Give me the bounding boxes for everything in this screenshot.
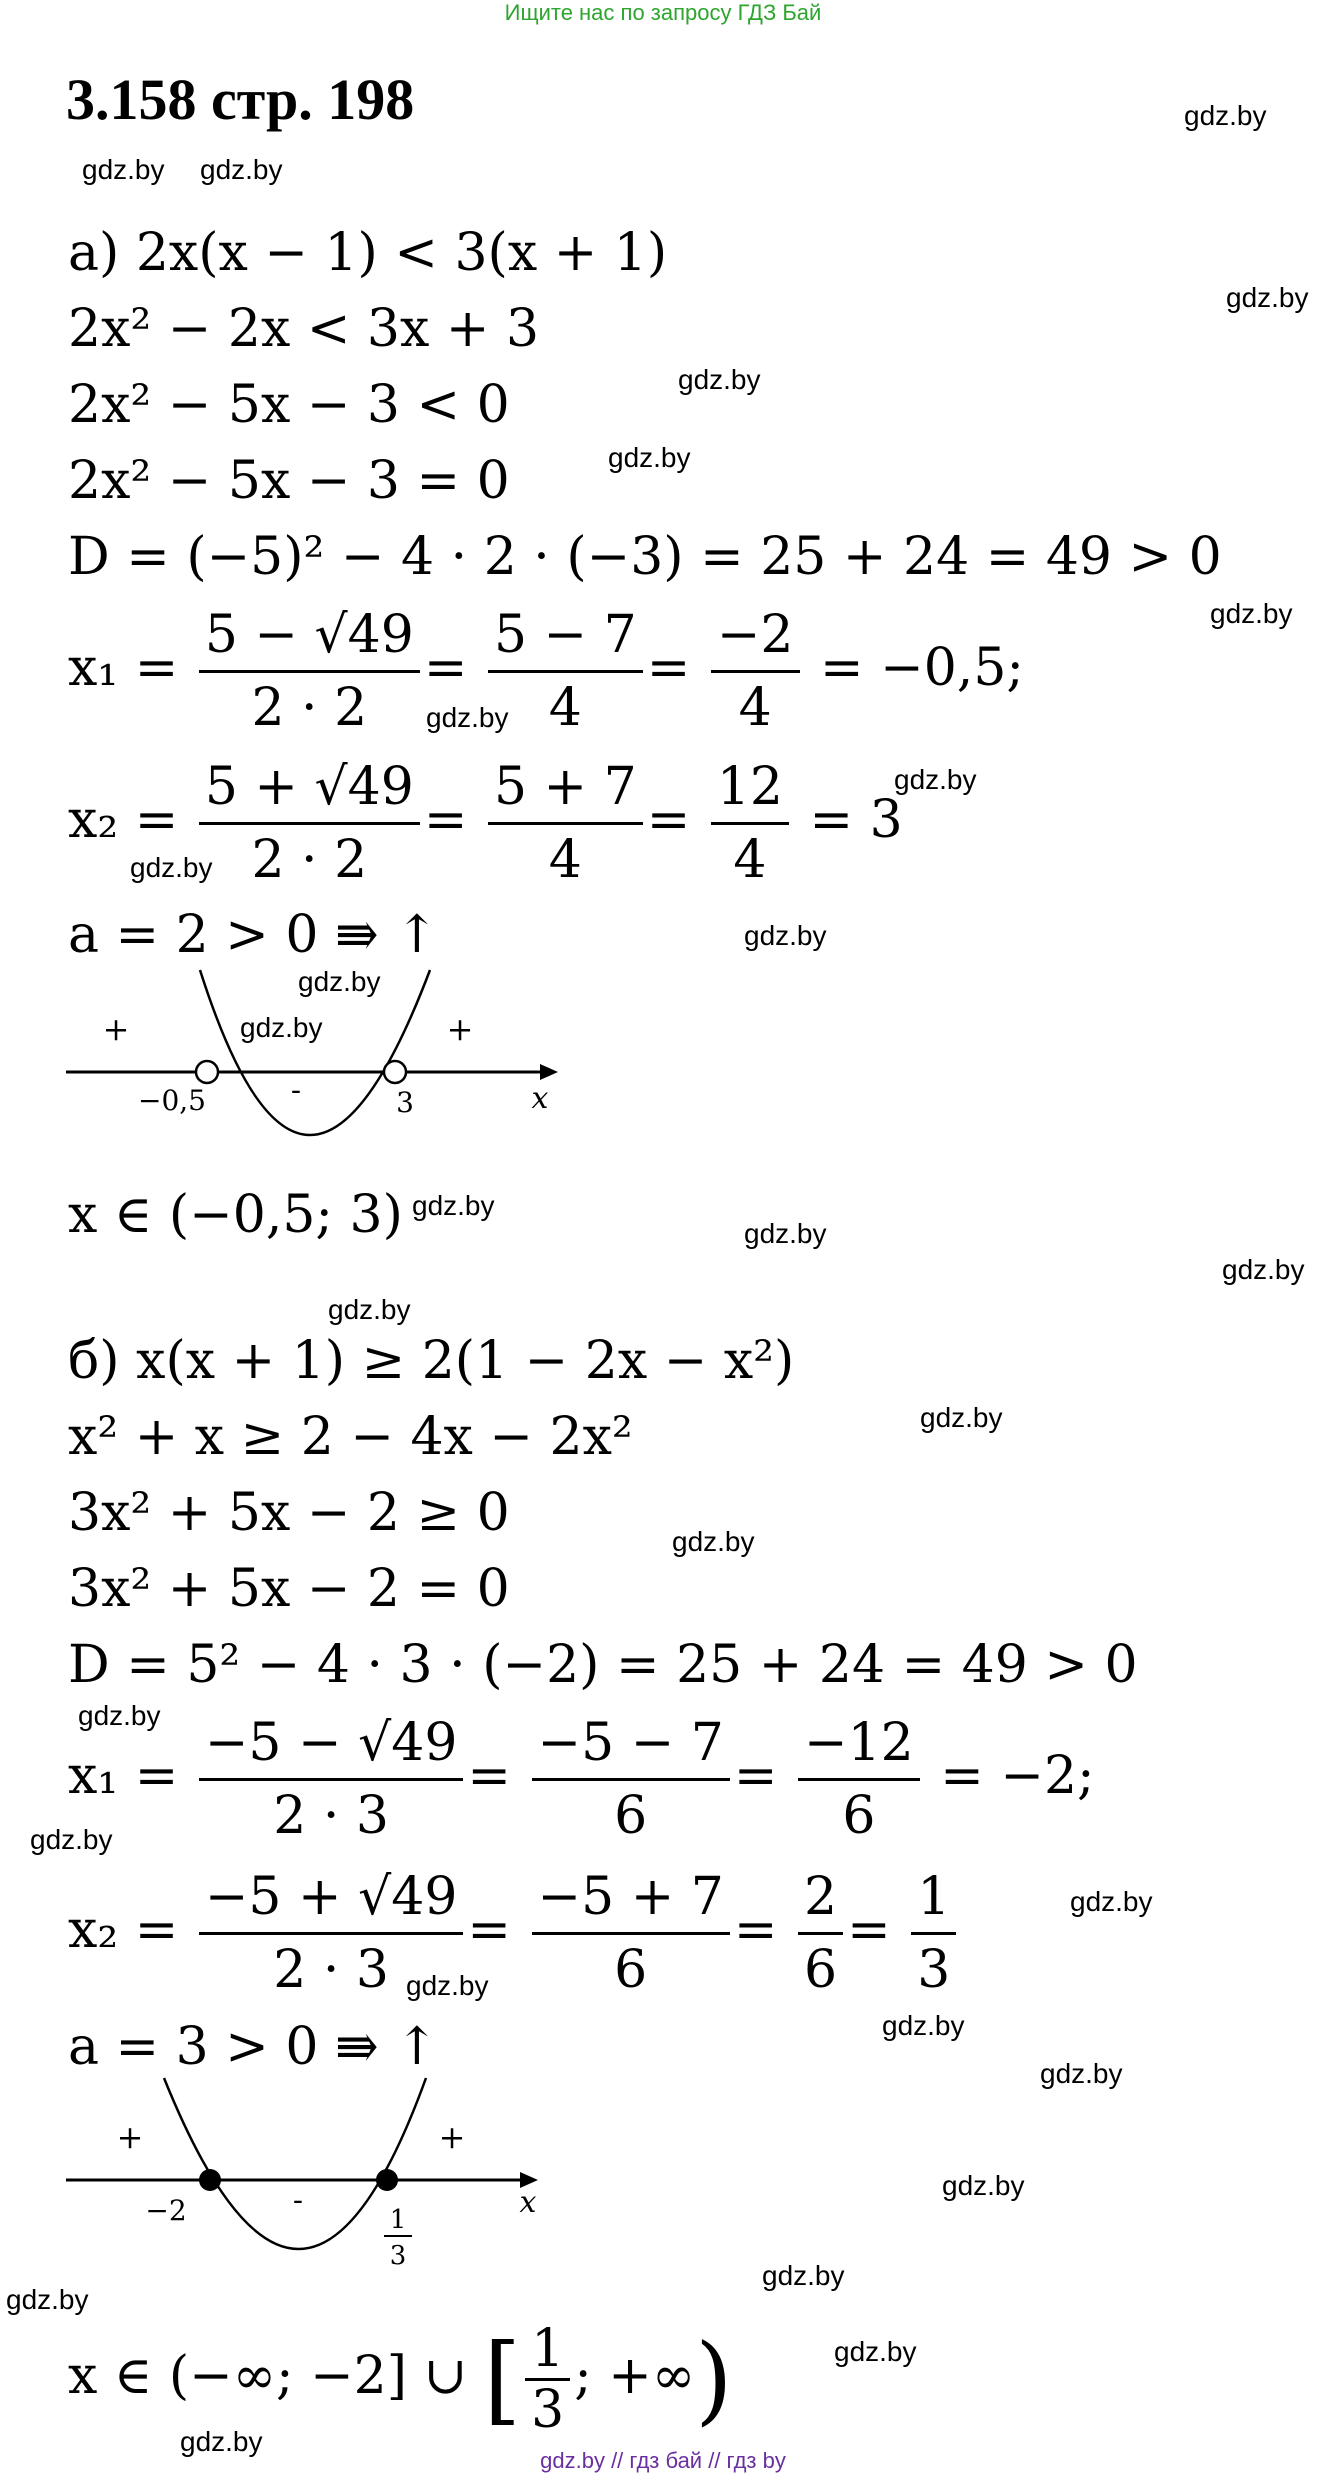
watermark: gdz.by	[78, 1700, 161, 1731]
fraction-denominator: 4	[548, 678, 582, 738]
watermark: gdz.by	[240, 1012, 323, 1043]
fraction-numerator: −12	[798, 1708, 920, 1781]
root-label: −2	[145, 2194, 187, 2227]
fraction-denominator: 2 · 3	[273, 1940, 389, 2000]
part-b-line-4: 3x² + 5x − 2 = 0	[68, 1559, 510, 1619]
open-point-icon	[384, 1061, 406, 1083]
watermark: gdz.by	[200, 154, 283, 185]
fraction-denominator: 6	[842, 1786, 876, 1846]
x1-label: x₁ =	[68, 1746, 179, 1806]
watermark: gdz.by	[1070, 1886, 1153, 1917]
part-a-answer: x ∈ (−0,5; 3)	[68, 1185, 403, 1245]
part-a-x1-formula: x₁ = $\frac{5 - √49}{2 \cdot 2}$ = $\frac{5 - 7}{4}$ = $\frac{-2}{4}$ = −0,5;	[68, 600, 1024, 743]
x1-label: x₁ =	[68, 638, 179, 698]
root-label-denominator: 3	[389, 2241, 407, 2271]
filled-point-icon	[376, 2169, 398, 2191]
part-a-x2-formula: x₂ = $\frac{5 + √49}{2 \cdot 2}$ = $\frac{5 + 7}{4}$ = $\frac{12}{4}$ = 3	[68, 752, 903, 895]
top-banner[interactable]: Ищите нас по запросу ГДЗ Бай	[504, 0, 822, 25]
watermark: gdz.by	[834, 2336, 917, 2367]
x2-label: x₂ =	[68, 1900, 179, 1960]
watermark: gdz.by	[1184, 100, 1267, 131]
watermark: gdz.by	[130, 852, 213, 883]
fraction	[711, 600, 800, 743]
fraction	[199, 1862, 464, 2005]
bracket-close: )	[695, 2323, 733, 2436]
fraction-denominator: 2 · 2	[251, 678, 368, 738]
watermark: gdz.by	[412, 1190, 495, 1221]
part-a-line-1: а) 2x(x − 1) < 3(x + 1)	[68, 223, 668, 283]
fraction-numerator: 1	[911, 1862, 956, 1935]
axis-label: x	[531, 1081, 549, 1116]
watermark: gdz.by	[744, 1218, 827, 1249]
watermark: gdz.by	[678, 364, 761, 395]
watermark: gdz.by	[672, 1526, 755, 1557]
watermark: gdz.by	[882, 2010, 965, 2041]
bracket-open: [	[483, 2323, 522, 2436]
sign-middle: -	[292, 2183, 304, 2218]
watermark: gdz.by	[426, 702, 509, 733]
watermark: gdz.by	[180, 2426, 263, 2457]
part-a-leading-coefficient: a = 2 > 0 ⇛ ↑	[68, 905, 439, 965]
fraction-numerator: −5 + √49	[199, 1862, 464, 1935]
fraction-numerator: 5 − √49	[199, 600, 420, 673]
fraction	[798, 1708, 920, 1851]
axis-label: x	[519, 2185, 537, 2220]
x1-result: = −0,5;	[820, 638, 1024, 698]
fraction-numerator: 12	[711, 752, 789, 825]
watermark: gdz.by	[6, 2284, 89, 2315]
watermark: gdz.by	[328, 1294, 411, 1325]
watermark: gdz.by	[298, 966, 381, 997]
watermark: gdz.by	[942, 2170, 1025, 2201]
fraction	[199, 752, 420, 895]
fraction	[199, 1708, 464, 1851]
root-label: −0,5	[138, 1084, 206, 1117]
x2-result: = 3	[809, 790, 903, 850]
part-a-discriminant: D = (−5)² − 4 · 2 · (−3) = 25 + 24 = 49 > 0	[68, 527, 1222, 587]
watermark: gdz.by	[744, 920, 827, 951]
sign-left: +	[116, 2118, 144, 2156]
footer-links[interactable]: gdz.by // гдз бай // гдз by	[540, 2448, 786, 2473]
fraction-denominator: 3	[531, 2380, 565, 2440]
answer-suffix: ; +∞	[574, 2346, 696, 2406]
watermark: gdz.by	[30, 1824, 113, 1855]
part-a-line-3: 2x² − 5x − 3 < 0	[68, 375, 510, 435]
watermark: gdz.by	[1040, 2058, 1123, 2089]
fraction-denominator: 3	[917, 1940, 951, 2000]
part-b-x2-formula: x₂ = $\frac{-5 + √49}{2 \cdot 3}$ = $\frac{-5 + 7}{6}$ = $\frac{2}{6}$ = $\frac{1}{3}$	[68, 1862, 960, 2005]
fraction	[532, 1862, 730, 2005]
fraction	[711, 752, 789, 895]
part-b-line-2: x² + x ≥ 2 − 4x − 2x²	[68, 1407, 633, 1467]
watermark: gdz.by	[894, 764, 977, 795]
fraction-numerator: −5 − √49	[199, 1708, 464, 1781]
fraction	[532, 1708, 730, 1851]
filled-point-icon	[199, 2169, 221, 2191]
axis-arrow-icon	[540, 1064, 558, 1080]
page-title: 3.158 стр. 198	[66, 67, 415, 132]
fraction-denominator: 4	[733, 830, 767, 890]
fraction	[525, 2320, 570, 2439]
part-b-x1-formula: x₁ = $\frac{-5 - √49}{2 \cdot 3}$ = $\frac{-5 - 7}{6}$ = $\frac{-12}{6}$ = −2;	[68, 1708, 1095, 1851]
root-label: 3	[396, 1086, 414, 1119]
watermark: gdz.by	[762, 2260, 845, 2291]
part-b-sign-graph	[60, 2070, 580, 2290]
sign-middle: -	[290, 1073, 302, 1108]
fraction	[488, 752, 643, 895]
fraction-numerator: −2	[711, 600, 800, 673]
watermark: gdz.by	[1210, 598, 1293, 629]
fraction-numerator: 5 − 7	[488, 600, 643, 673]
open-point-icon	[196, 1061, 218, 1083]
sign-right: +	[438, 2118, 466, 2156]
fraction-numerator: 5 + 7	[488, 752, 643, 825]
fraction-numerator: 2	[798, 1862, 843, 1935]
x1-result: = −2;	[940, 1746, 1095, 1806]
part-a-line-4: 2x² − 5x − 3 = 0	[68, 451, 510, 511]
fraction-denominator: 2 · 2	[251, 830, 368, 890]
part-a-sign-graph	[60, 960, 580, 1160]
watermark: gdz.by	[1226, 282, 1309, 313]
watermark: gdz.by	[608, 442, 691, 473]
sign-left: +	[102, 1010, 130, 1048]
fraction-numerator: −5 + 7	[532, 1862, 730, 1935]
watermark: gdz.by	[406, 1970, 489, 2001]
part-b-line-1: б) x(x + 1) ≥ 2(1 − 2x − x²)	[68, 1331, 795, 1391]
part-b-line-3: 3x² + 5x − 2 ≥ 0	[68, 1483, 510, 1543]
fraction-denominator: 6	[804, 1940, 838, 2000]
fraction-denominator: 4	[738, 678, 772, 738]
sign-right: +	[446, 1010, 474, 1048]
fraction-denominator: 4	[548, 830, 582, 890]
fraction-denominator: 6	[614, 1940, 648, 2000]
root-label-numerator: 1	[389, 2205, 407, 2235]
watermark: gdz.by	[1222, 1254, 1305, 1285]
fraction	[798, 1862, 843, 2005]
watermark: gdz.by	[82, 154, 165, 185]
fraction-numerator: 1	[525, 2320, 570, 2381]
fraction-numerator: 5 + √49	[199, 752, 420, 825]
parabola-curve	[164, 2078, 426, 2249]
part-a-line-2: 2x² − 2x < 3x + 3	[68, 299, 540, 359]
fraction	[911, 1862, 956, 2005]
part-b-discriminant: D = 5² − 4 · 3 · (−2) = 25 + 24 = 49 > 0	[68, 1635, 1138, 1695]
part-b-leading-coefficient: a = 3 > 0 ⇛ ↑	[68, 2017, 439, 2077]
x2-label: x₂ =	[68, 790, 179, 850]
answer-prefix: x ∈ (−∞; −2] ∪	[68, 2346, 468, 2406]
fraction	[199, 600, 420, 743]
fraction-denominator: 6	[614, 1786, 648, 1846]
fraction-denominator: 2 · 3	[273, 1786, 389, 1846]
watermark: gdz.by	[920, 1402, 1003, 1433]
fraction	[488, 600, 643, 743]
fraction-numerator: −5 − 7	[532, 1708, 730, 1781]
part-b-answer	[68, 2320, 733, 2439]
